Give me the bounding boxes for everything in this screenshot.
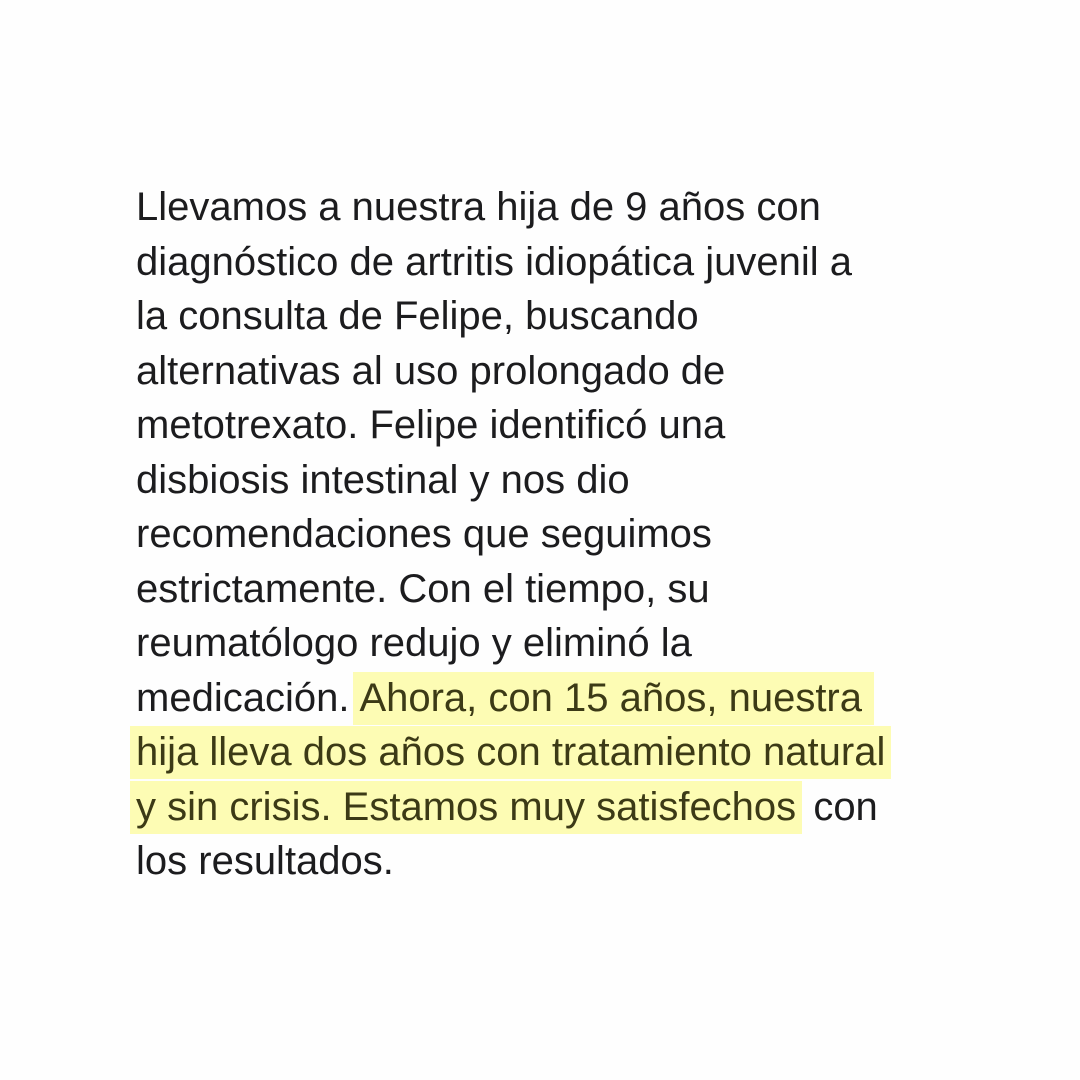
text-line: la consulta de Felipe, buscando	[136, 294, 699, 338]
text-line	[136, 725, 996, 780]
text-line	[136, 780, 996, 835]
text-line: diagnóstico de artritis idiopática juvenil a	[136, 239, 852, 284]
plain-text: medicación.	[136, 675, 350, 720]
text-line	[136, 671, 996, 726]
text-line: Llevamos a nuestra hija de 9 años con	[136, 185, 821, 229]
plain-text: con	[813, 784, 878, 829]
text-line: disbiosis intestinal y nos dio	[136, 457, 630, 502]
text-line: estrictamente. Con el tiempo, su	[136, 566, 710, 611]
text-line: alternativas al uso prolongado de	[136, 348, 726, 393]
highlighted-text: hija lleva dos años con tratamiento natural	[130, 726, 891, 779]
text-line: reumatólogo redujo y eliminó la	[136, 621, 692, 665]
testimonial-text	[136, 180, 996, 889]
text-line: metotrexato. Felipe identificó una	[136, 403, 726, 447]
highlighted-text: Ahora, con 15 años, nuestra	[353, 672, 874, 725]
highlighted-text: y sin crisis. Estamos muy satisfechos	[130, 781, 802, 834]
text-line: los resultados.	[136, 839, 394, 883]
text-line: recomendaciones que seguimos	[136, 512, 712, 556]
